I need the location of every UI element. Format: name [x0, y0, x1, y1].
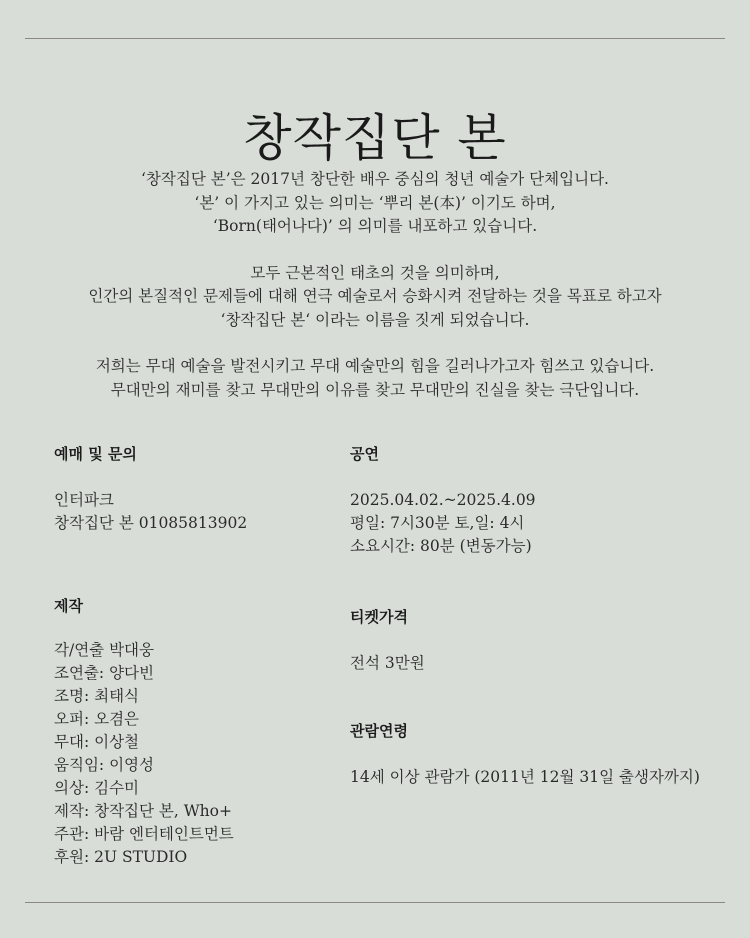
production-credits: [54, 639, 384, 869]
intro-line: 인간의 본질적인 문제들에 대해 연극 예술로서 승화시켜 전달하는 것을 목표로 하고자: [88, 287, 662, 305]
credit-line: 후원: 2U STUDIO: [54, 848, 188, 866]
booking-contact: 창작집단 본 01085813902: [54, 514, 248, 532]
performance-dates: 2025.04.02.~2025.4.09: [350, 491, 536, 509]
credit-line: 주관: 바람 엔터테인트먼트: [54, 825, 234, 843]
credit-line: 조연출: 양다빈: [54, 664, 154, 682]
credit-line: 조명: 최태식: [54, 687, 140, 705]
intro-paragraph: [0, 355, 750, 402]
ticket-price: 전석 3만원: [350, 654, 425, 672]
booking-vendor: 인터파크: [54, 491, 114, 509]
intro-line: ‘본’ 이 가지고 있는 의미는 ‘뿌리 본(本)’ 이기도 하며,: [194, 193, 556, 212]
performance-info: [350, 489, 680, 558]
intro-paragraph: [0, 262, 750, 333]
production-heading: 제작: [54, 597, 83, 615]
ticket-info: [350, 652, 680, 675]
booking-heading: 예매 및 문의: [54, 445, 137, 463]
age-info: [350, 766, 700, 789]
intro-line: ‘Born(태어나다)’ 의 의미를 내포하고 있습니다.: [212, 217, 538, 235]
intro-line: 무대만의 재미를 찾고 무대만의 이유를 찾고 무대만의 진실을 찾는 극단입니다.: [110, 380, 640, 399]
age-section: [350, 720, 700, 789]
performance-section: [350, 443, 680, 558]
intro-line: 모두 근본적인 태초의 것을 의미하며,: [250, 263, 500, 282]
credit-line: 오퍼: 오겸은: [54, 710, 140, 728]
age-heading: 관람연령: [350, 722, 408, 740]
credit-line: 제작: 창작집단 본, Who+: [54, 802, 232, 820]
page-title: 창작집단 본: [243, 108, 507, 167]
intro-line: ‘창작집단 본’은 2017년 창단한 배우 중심의 청년 예술가 단체입니다.: [141, 170, 609, 188]
booking-section: [54, 443, 384, 535]
credit-line: 각/연출 박대웅: [54, 641, 154, 659]
age-rating: 14세 이상 관람가 (2011년 12월 31일 출생자까지): [350, 768, 700, 786]
performance-heading: 공연: [350, 445, 379, 463]
ticket-section: [350, 606, 680, 675]
top-divider: [25, 38, 725, 39]
credit-line: 움직임: 이영성: [54, 756, 154, 774]
credit-line: 의상: 김수미: [54, 779, 140, 797]
bottom-divider: [25, 902, 725, 903]
intro-line: ‘창작집단 본‘ 이라는 이름을 짓게 되었습니다.: [220, 310, 530, 329]
performance-duration: 소요시간: 80분 (변동가능): [350, 537, 532, 555]
ticket-heading: 티켓가격: [350, 608, 408, 626]
intro-line: 저희는 무대 예술을 발전시키고 무대 예술만의 힘을 길러나가고자 힘쓰고 있습니다.: [95, 357, 655, 375]
performance-times: 평일: 7시30분 토,일: 4시: [350, 514, 525, 532]
intro-text: [0, 168, 750, 402]
intro-paragraph: [0, 168, 750, 239]
production-section: [54, 595, 384, 869]
booking-info: [54, 489, 384, 535]
credit-line: 무대: 이상철: [54, 733, 140, 751]
